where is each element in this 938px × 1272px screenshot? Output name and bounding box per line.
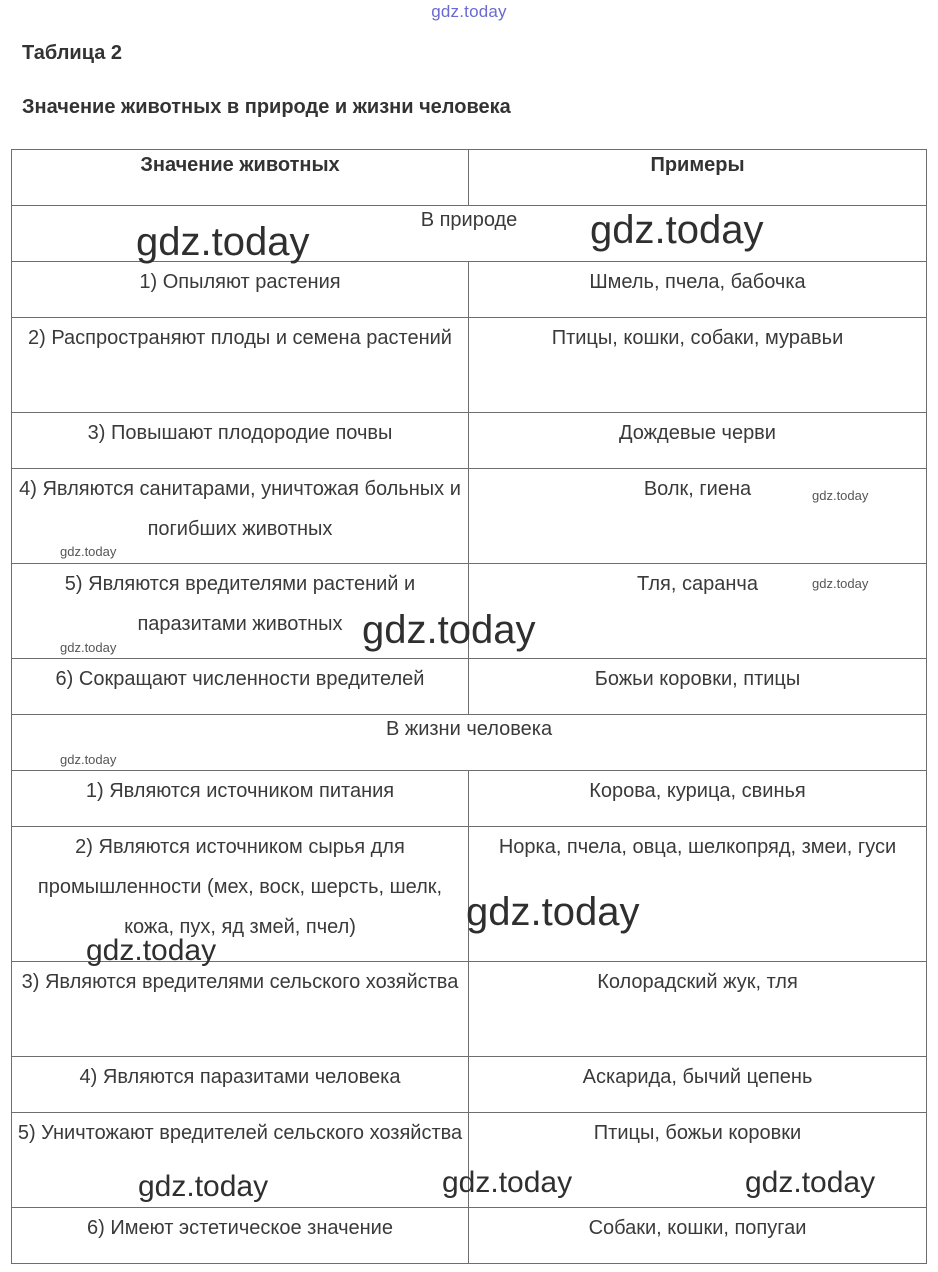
watermark: gdz.today <box>745 1166 876 1199</box>
meaning-cell: 5) Являются вредителями растений и паразитами животных <box>12 564 469 659</box>
examples-cell: Норка, пчела, овца, шелкопряд, змеи, гуси <box>469 827 927 962</box>
watermark: gdz.today <box>60 752 117 767</box>
watermark: gdz.today <box>590 208 764 252</box>
examples-cell: Дождевые черви <box>469 413 927 469</box>
examples-cell: Аскарида, бычий цепень <box>469 1057 927 1113</box>
meaning-cell: 4) Являются санитарами, уничтожая больных и погибших животных <box>12 469 469 564</box>
watermark: gdz.today <box>812 576 869 591</box>
table-row <box>12 564 927 659</box>
meaning-cell: 3) Являются вредителями сельского хозяйства <box>12 962 469 1057</box>
table-row <box>12 771 927 827</box>
examples-cell: Птицы, кошки, собаки, муравьи <box>469 318 927 413</box>
examples-cell: Волк, гиена <box>469 469 927 564</box>
watermark: gdz.today <box>362 608 536 652</box>
meaning-cell: 3) Повышают плодородие почвы <box>12 413 469 469</box>
examples-cell: Колорадский жук, тля <box>469 962 927 1057</box>
table-row <box>12 318 927 413</box>
meaning-cell: 5) Уничтожают вредителей сельского хозяйства <box>12 1113 469 1208</box>
table-row <box>12 262 927 318</box>
table-row <box>12 1057 927 1113</box>
meaning-cell: 1) Опыляют растения <box>12 262 469 318</box>
meaning-cell: 6) Сокращают численности вредителей <box>12 659 469 715</box>
watermark: gdz.today <box>60 544 117 559</box>
top-watermark: gdz.today <box>431 2 507 21</box>
section-row-human <box>12 715 927 771</box>
examples-cell: Собаки, кошки, попугаи <box>469 1208 927 1264</box>
table-subtitle: Значение животных в природе и жизни человека <box>22 96 511 118</box>
meaning-cell: 2) Являются источником сырья для промышленности (мех, воск, шерсть, шелк, кожа, пух, яд змей, пчел) <box>12 827 469 962</box>
examples-cell: Шмель, пчела, бабочка <box>469 262 927 318</box>
examples-cell: Птицы, божьи коровки <box>469 1113 927 1208</box>
meaning-cell: 2) Распространяют плоды и семена растений <box>12 318 469 413</box>
table-row <box>12 1113 927 1208</box>
watermark: gdz.today <box>86 934 217 967</box>
section-row-nature <box>12 206 927 262</box>
table-title: Таблица 2 <box>22 42 123 64</box>
section-label: В жизни человека <box>12 715 927 771</box>
meaning-cell: 6) Имеют эстетическое значение <box>12 1208 469 1264</box>
animals-significance-table <box>11 149 927 1264</box>
watermark: gdz.today <box>60 640 117 655</box>
table-row <box>12 827 927 962</box>
table-row <box>12 469 927 564</box>
watermark: gdz.today <box>812 488 869 503</box>
table-row <box>12 962 927 1057</box>
watermark: gdz.today <box>466 890 640 934</box>
table-row <box>12 413 927 469</box>
examples-cell: Божьи коровки, птицы <box>469 659 927 715</box>
watermark: gdz.today <box>136 220 310 264</box>
meaning-cell: 1) Являются источником питания <box>12 771 469 827</box>
table-row <box>12 1208 927 1264</box>
watermark: gdz.today <box>442 1166 573 1199</box>
section-label: В природе <box>12 206 927 262</box>
examples-cell: Тля, саранча <box>469 564 927 659</box>
meaning-cell: 4) Являются паразитами человека <box>12 1057 469 1113</box>
header-examples: Примеры <box>469 150 927 206</box>
table-header-row <box>12 150 927 206</box>
examples-cell: Корова, курица, свинья <box>469 771 927 827</box>
watermark: gdz.today <box>138 1170 269 1203</box>
table-row <box>12 659 927 715</box>
header-meaning: Значение животных <box>12 150 469 206</box>
